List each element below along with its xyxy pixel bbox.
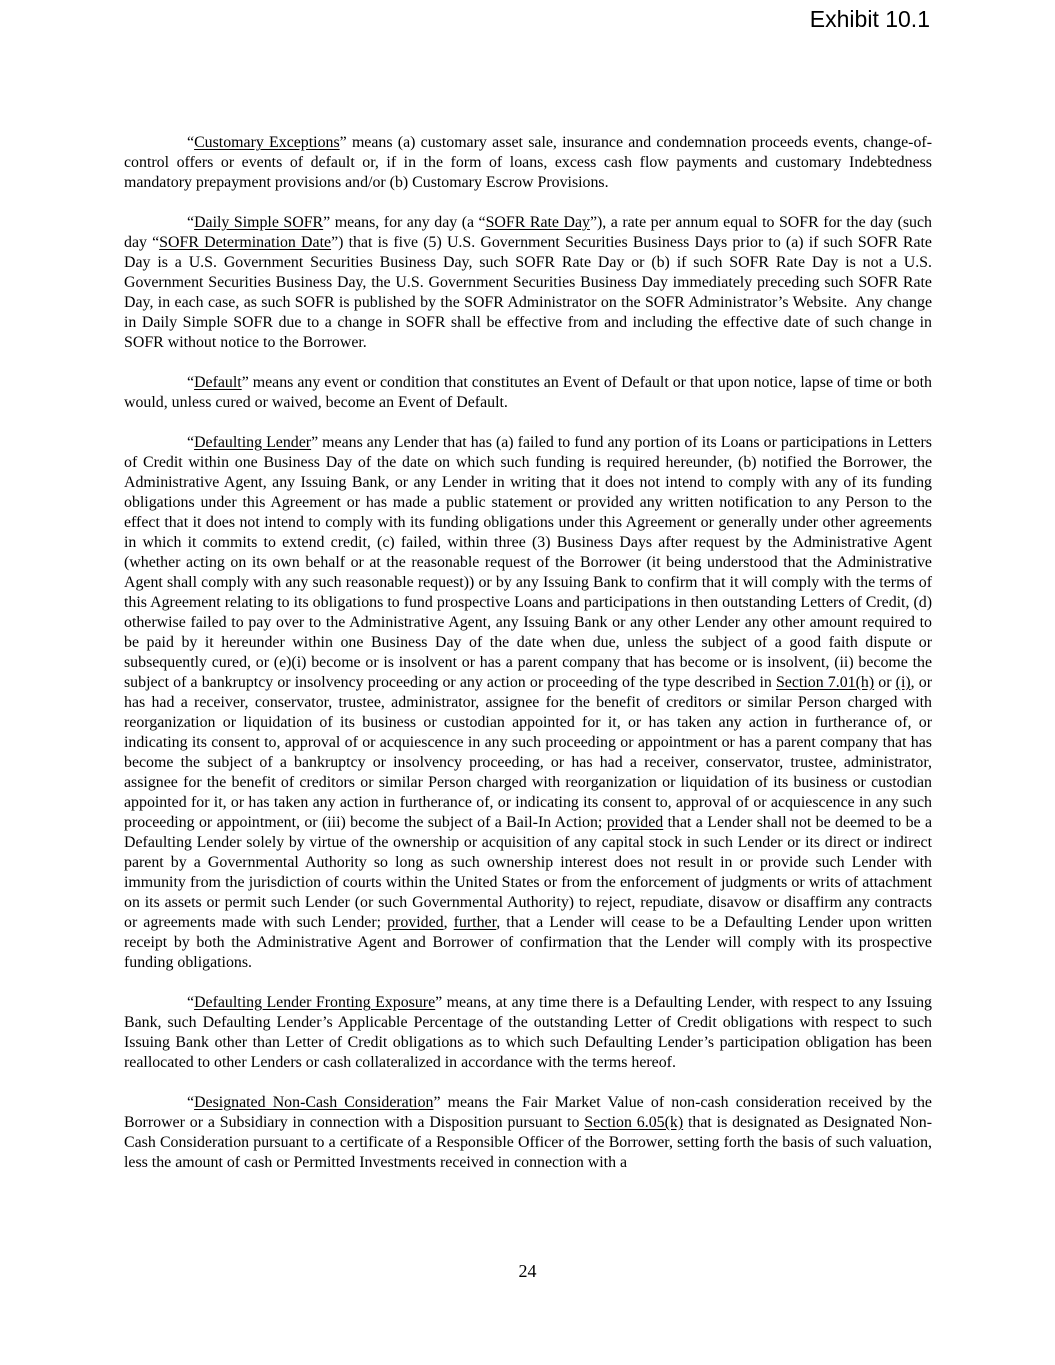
definition-text: , that a Lender will cease to be a Defaulting Lender upon written receipt by both the Administrative Agent and Borrower of confirmation that the Lender will comply with its prospective funding obligations. [124,914,932,971]
defined-term: Customary Exceptions [194,134,340,151]
defined-term: Designated Non-Cash Consideration [194,1094,434,1111]
definition-text: ” means any event or condition that constitutes an Event of Default or that upon notice, lapse of time or both would, unless cured or waived, become an Event of Default. [124,374,932,411]
definition-text: “ [187,134,195,151]
defined-term: further [453,914,497,931]
defined-term: Daily Simple SOFR [194,214,324,231]
definition-text: ”), a rate per annum equal to SOFR for the day (such day “ [124,214,933,251]
definitions-body [124,133,932,1173]
defined-term: Defaulting Lender [194,434,312,451]
defined-term: SOFR Determination Date [159,234,332,251]
definition-paragraph [124,373,932,413]
definition-text: that is designated as Designated Non-Cash Consideration pursuant to a certificate of a Responsible Officer of the Borrower, setting forth the basis of such valuation, less the amount of cash or Permitted Investments received in connection with a [124,1114,932,1171]
definition-text: ” means, for any day (a “ [323,214,486,231]
definition-text: ” means the Fair Market Value of non-cash consideration received by the Borrower or a Subsidiary in connection with a Disposition pursuant to [124,1094,932,1131]
definition-text: , or has had a receiver, conservator, trustee, administrator, assignee for the benefit of creditors or similar Person charged with reorganization or liquidation of its business or custodian appointed for it, or has taken any action in furtherance of, or indicating its consent to, approval of or acquiescence in any such proceeding or appointment or has a parent company that has become the subject of a bankruptcy or insolvency proceeding, or has had a receiver, conservator, trustee, administrator, assignee for the benefit of creditors or similar Person charged with reorganization or liquidation of its business or custodian appointed for it, or has taken any action in furtherance of, or indicating its consent to, approval of or acquiescence in any such proceeding or appointment, or (iii) become the subject of a Bail-In Action; [124,674,933,831]
defined-term: Default [194,374,242,391]
definition-text: “ [187,374,195,391]
definition-paragraph [124,133,932,193]
definition-paragraph [124,433,932,973]
definition-text: or [874,674,896,691]
defined-term: Section 7.01(h) [775,674,875,691]
definition-text: ” means (a) customary asset sale, insurance and condemnation proceeds events, change-of-control offers or events of default or, if in the form of loans, excess cash flow payments and customary Indebtedness mandatory prepayment provisions and/or (b) Customary Escrow Provisions. [124,134,932,191]
defined-term: SOFR Rate Day [485,214,590,231]
definition-text: that a Lender shall not be deemed to be a Defaulting Lender solely by virtue of the ownership or acquisition of any capital stock in such Lender or its direct or indirect parent by a Governmental Authority so long as such ownership interest does not result in or provide such Lender with immunity from the jurisdiction of courts within the United States or from the enforcement of judgments or writs of attachment on its assets or permit such Lender (or such Governmental Authority) to reject, repudiate, disavow or disaffirm any contracts or agreements made with such Lender; [124,814,932,931]
page-number: 24 [518,1261,537,1281]
defined-term: Section 6.05(k) [584,1114,684,1131]
definition-text: “ [187,214,195,231]
defined-term: provided [606,814,664,831]
definition-text: ” means, at any time there is a Defaulting Lender, with respect to any Issuing Bank, such Defaulting Lender’s Applicable Percentage of the outstanding Letter of Credit obligations with respect to such Issuing Bank other than Letter of Credit obligations as to which such Defaulting Lender’s participation obligation has been reallocated to other Lenders or cash collateralized in accordance with the terms hereof. [124,994,932,1071]
definition-text: ”) that is five (5) U.S. Government Securities Business Days prior to (a) if such SOFR Rate Day is a U.S. Government Securities Business Day, such SOFR Rate Day or (b) if such SOFR Rate Day is not a U.S. Government Securities Business Day, the U.S. Government Securities Business Day immediately preceding such SOFR Rate Day, in each case, as such SOFR is published by the SOFR Administrator on the SOFR Administrator’s Website. Any change in Daily Simple SOFR due to a change in SOFR shall be effective from and including the effective date of such change in SOFR without notice to the Borrower. [124,234,932,351]
definition-text: “ [187,994,195,1011]
exhibit-label: Exhibit 10.1 [809,6,930,32]
defined-term: (i) [895,674,911,691]
definition-text: “ [187,1094,195,1111]
definition-paragraph [124,213,932,353]
definition-text: ” means any Lender that has (a) failed to fund any portion of its Loans or participations in Letters of Credit within one Business Day of the date on which such funding is required hereunder, (b) notified the Borrower, the Administrative Agent, any Issuing Bank, or any Lender in writing that it does not intend to comply with any of its funding obligations under this Agreement or has made a public statement or provided any written notification to any Person to the effect that it does not intend to comply with its funding obligations under this Agreement or generally under other agreements in which it commits to extend credit, (c) failed, within three (3) Business Days after request by the Administrative Agent (whether acting on its own behalf or at the reasonable request of the Borrower (it being understood that the Administrative Agent shall comply with any such reasonable request)) or by any Issuing Bank to confirm that it will comply with the terms of this Agreement relating to its obligations to fund prospective Loans and participations in then outstanding Letters of Credit, (d) otherwise failed to pay over to the Administrative Agent, any Issuing Bank or any other Lender any other amount required to be paid by it hereunder within one Business Day of the date when due, unless the subject of a good faith dispute or subsequently cured, or (e)(i) become or is insolvent or has a parent company that has become or is insolvent, (ii) become the subject of a bankruptcy or insolvency proceeding or any action or proceeding of the type described in [124,434,932,691]
defined-term: provided [387,914,444,931]
definition-text: , [443,914,454,931]
definition-text: “ [187,434,195,451]
defined-term: Defaulting Lender Fronting Exposure [194,994,436,1011]
definition-paragraph [124,1093,932,1173]
definition-paragraph [124,993,932,1073]
